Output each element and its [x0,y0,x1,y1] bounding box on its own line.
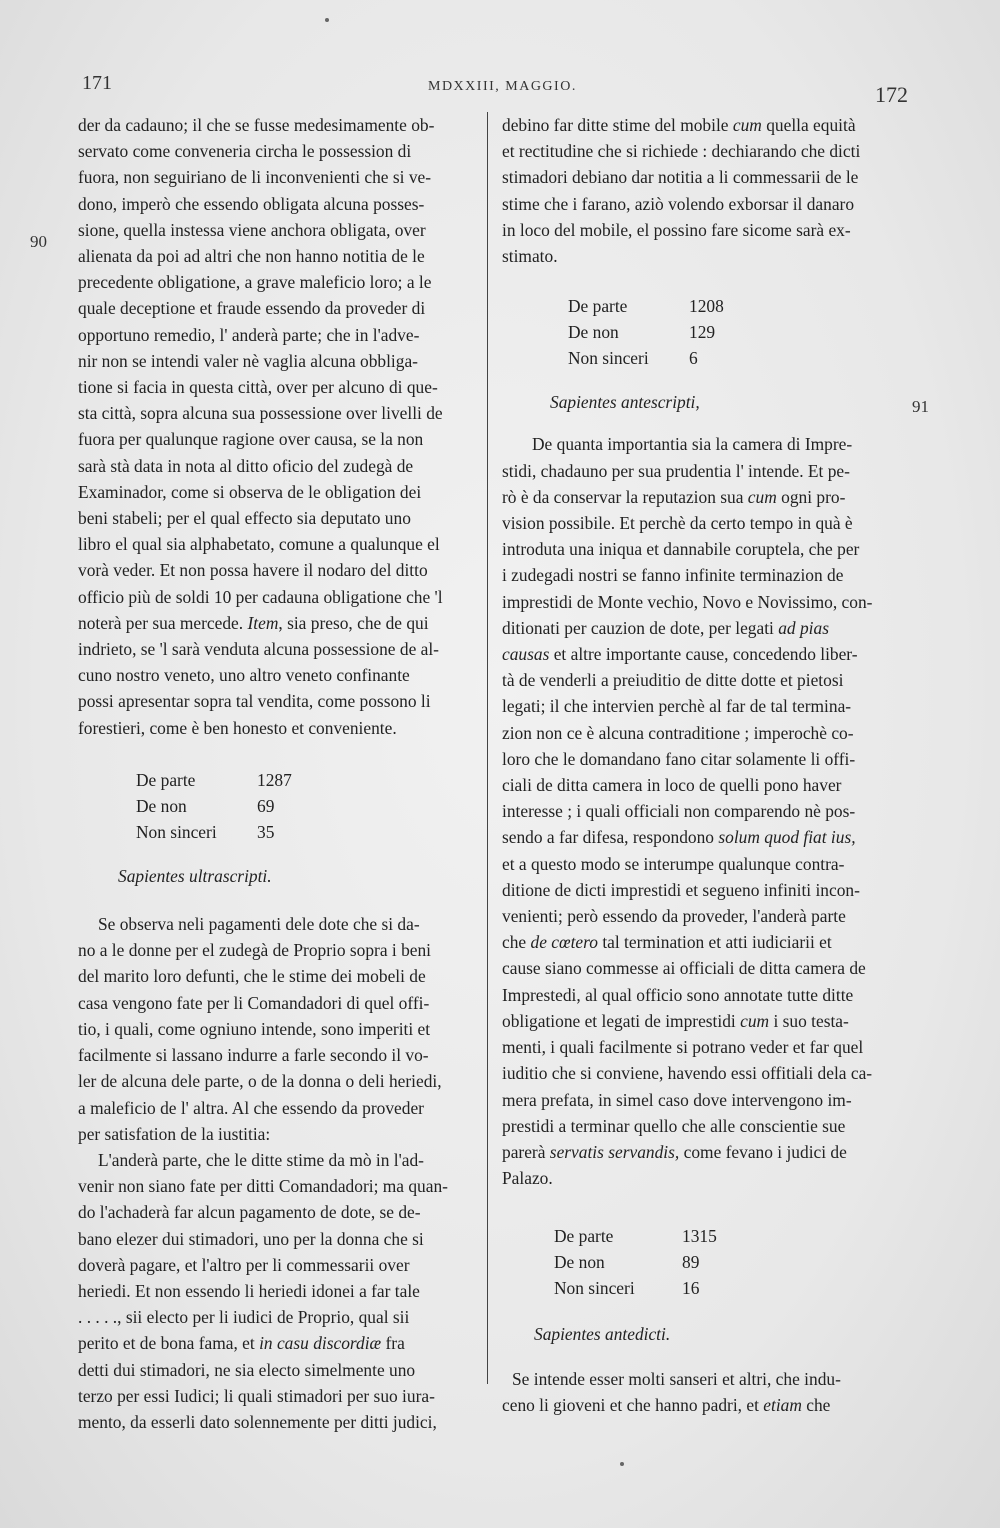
text-line: 35 [257,821,275,842]
text-line: alienata da poi ad altri che non hanno notitia de le [78,246,425,267]
text-line: opportuno remedio, l' anderà parte; che in l'adve- [78,324,420,345]
speck-mark [325,18,329,22]
text-line: De parte [554,1226,614,1247]
text-line: solum quod fiat ius, [718,827,856,848]
text-line: 89 [682,1252,700,1273]
text-line: cum [732,115,762,135]
text-line: per satisfation de la iustitia: [78,1123,271,1144]
text-line: cuno nostro veneto, uno altro veneto confinante [78,665,410,686]
vote-tally-right-2 [502,1223,906,1301]
text-line: in loco del mobile, el possino fare sicome sarà ex- [502,219,851,240]
text-line: legati; il che intervien perchè al far de tal termina- [502,696,852,717]
text-line: noterà per sua mercede. [78,612,244,633]
text-line: De non [568,322,619,343]
text-line: tal termination et atti iudiciarii et [602,932,832,953]
text-line: precedente obligatione, a grave maleficio loro; a le [78,272,432,293]
text-line: 1208 [689,296,724,317]
vote-line [554,1223,906,1249]
text-line: Item [247,612,279,633]
text-line: a maleficio de l' altra. Al che essendo da proveder [78,1097,424,1118]
text-line: cause siano commesse ai officiali de ditta camera de [502,958,866,979]
page-number-right: 172 [875,82,908,107]
text-line: facilmente si lassano indurre a farle secondo il vo- [78,1045,429,1066]
text-line: Non sinceri [554,1278,635,1299]
text-line: debino far ditte stime del mobile [502,115,729,135]
text-line: ditionati per cauzion de dote, per legati [502,617,774,638]
text-line: fuora per qualunque ragione over causa, se la non [78,429,424,450]
text-line: sione, quella instessa viene anchora obligata, over [78,219,426,240]
left-para-1 [78,112,475,741]
left-para-2 [78,911,475,1147]
text-line: et a questo modo se interumpe qualunque contra- [502,853,845,874]
text-line: . . . . ., sii electo per li iudici de Proprio, qual sii [78,1307,410,1328]
text-line: indrieto, se 'l sarà venduta alcuna possessione de al- [78,639,439,660]
text-line: casa vengono fate per li Comandadori di quel offi- [78,992,430,1013]
vote-line [136,793,475,819]
text-line: ler de alcuna dele parte, o de la donna o deli heriedi, [78,1071,442,1092]
text-line: L'anderà parte, che le ditte stime da mò in l'ad- [98,1149,424,1170]
text-line: quella equità [766,115,856,135]
text-line: 1287 [257,769,292,790]
text-line: no a le donne per el zudegà de Proprio sopra i beni [78,940,432,961]
running-head: MDXXIII, MAGGIO. [428,79,577,94]
text-line: nir non se intendi valer nè vaglia alcuna obbliga- [78,350,418,371]
text-line: in casu discordiæ [259,1333,382,1354]
text-line: der da cadauno; il che se fusse medesimamente ob- [78,115,435,135]
text-line: del marito loro defunti, che le stime dei mobeli de [78,966,426,987]
vote-tally-right-1 [502,293,906,371]
speck-mark [620,1462,624,1466]
text-line: fra [385,1333,405,1354]
text-line: et rectitudine che si richiede : dechiarando che dicti [502,141,861,162]
text-line: mera prefata, in simel caso dove intervengono im- [502,1089,852,1110]
right-para-1 [502,112,906,269]
right-column [502,112,906,1418]
text-line: venir non siano fate per ditti Comandadori; ma quan- [78,1176,448,1197]
text-line: Examinador, come si observa de le obligation dei [78,481,422,502]
right-para-3 [502,1366,906,1418]
text-line: obligatione et legati de imprestidi [502,1010,736,1031]
text-line: i suo testa- [773,1010,849,1031]
vote-line [136,767,475,793]
text-line: cum [747,486,777,507]
text-line: venienti; però essendo da proveder, l'anderà parte [502,906,846,927]
text-line: quale deceptione et fraude essendo da proveder di [78,298,426,319]
text-line: bano elezer dui stimadori, uno per la donna che si [78,1228,424,1249]
text-line: et altre importante cause, concedendo liber- [553,644,858,665]
text-line: fuora, non seguiriano de li inconvenienti che si ve- [78,167,432,188]
text-line: ciali de ditta camera in loco de quelli pono haver [502,775,842,796]
text-line: officio più de soldi 10 per cadauna obligatione che 'l [78,586,443,607]
text-line: stimato. [502,246,558,267]
text-line: interesse ; i quali officiali non comparendo nè pos- [502,801,856,822]
text-line: heriedi. Et non essendo li heriedi idonei a far tale [78,1280,420,1301]
margin-number-right: 91 [912,397,929,416]
text-line: servato come conveneria circha le possession di [78,141,412,162]
text-line: 16 [682,1278,700,1299]
text-line: cum [740,1010,770,1031]
vote-line [568,319,906,345]
vote-line [136,819,475,845]
page-number-left: 171 [82,72,112,94]
sapientes-heading: Sapientes antescripti, [550,392,700,413]
text-line: Non sinceri [568,348,649,369]
text-line: tio, i quali, come ogniuno intende, sono imperiti et [78,1018,431,1039]
right-para-2 [502,431,906,1191]
text-line: possi apresentar sopra tal vendita, come possono li [78,691,431,712]
text-line: perito et de bona fama, et [78,1333,255,1354]
text-line: che [806,1394,831,1415]
text-line: De non [136,795,187,816]
text-line: 129 [689,322,716,343]
text-line: terzo per essi Iudici; li quali stimadori per suo iura- [78,1385,435,1406]
text-line: detti dui stimadori, ne sia electo simelmente uno [78,1359,416,1380]
text-line: , sia preso, che de qui [278,612,429,633]
vote-line [554,1249,906,1275]
text-line: sta città, sopra alcuna sua possessione over livelli de [78,403,443,424]
vote-line [554,1275,906,1301]
text-line: de cœtero [530,932,598,953]
text-line: forestieri, come è ben honesto et conveniente. [78,717,397,738]
text-line: 6 [689,348,698,369]
text-line: tione si facia in questa città, over per alcuno di que- [78,377,438,398]
text-line: etiam [763,1394,802,1415]
text-line: De parte [136,769,196,790]
text-line: dono, imperò che essendo obligata alcuna posses- [78,193,425,214]
text-line: Palazo. [502,1168,553,1189]
column-divider [487,112,488,1384]
text-line: mento, da esserli dato solennemente per ditti judici, [78,1411,437,1432]
text-line: servatis servandis, [549,1141,680,1162]
text-line: tà de venderli a preiuditio de ditte dotte et pietosi [502,670,844,691]
text-line: De quanta importantia sia la camera di Impre- [532,434,853,455]
text-line: doverà pagare, et l'altro per li commessarii over [78,1254,410,1275]
text-line: zion non ce è alcuna contraditione ; imperochè co- [502,722,854,743]
text-line: parerà [502,1141,546,1162]
text-line: Imprestedi, al qual officio sono annotate tutte ditte [502,984,854,1005]
vote-line [568,345,906,371]
text-line: ceno li gioveni et che hanno padri, et [502,1394,759,1415]
text-line: ogni pro- [781,486,846,507]
text-line: menti, i quali facilmente si potrano veder et far quel [502,1037,864,1058]
text-line: causas [502,644,550,665]
text-line: libro el qual sia alphabetato, comune a qualunque el [78,534,440,555]
text-line: 1315 [682,1226,717,1247]
text-line: ditione de dicti imprestidi et segueno infiniti incon- [502,879,860,900]
text-line: i zudegadi nostri se fanno infinite terminazion de [502,565,844,586]
text-line: sendo a far difesa, respondono [502,827,714,848]
left-column [78,112,475,1435]
vote-tally-left [78,767,475,845]
text-line: De non [554,1252,605,1273]
text-line: ad pias [778,617,829,638]
text-line: che [502,932,527,953]
text-line: stimadori debiano dar notitia a li commessarii de le [502,167,859,188]
vote-line [568,293,906,319]
text-line: do l'achaderà far alcun pagamento de dote, se de- [78,1202,421,1223]
text-line: vision possibile. Et perchè da certo tempo in quà è [502,513,853,534]
text-line: loro che le domandano fano citar solamente li offi- [502,748,856,769]
text-line: sarà stà data in nota al ditto oficio del zudegà de [78,455,414,476]
text-line: introduta una iniqua et dannabile coruptela, che per [502,539,860,560]
sapientes-heading: Sapientes antedicti. [534,1324,671,1345]
text-line: Se intende esser molti sanseri et altri, che indu- [512,1368,841,1389]
text-line: imprestidi de Monte vechio, Novo e Novissimo, con- [502,591,873,612]
text-line: prestidi a terminar quello che alle conscientie sue [502,1115,846,1136]
text-line: Se observa neli pagamenti dele dote che si da- [98,914,420,935]
text-line: vorà veder. Et non possa havere il nodaro del ditto [78,560,428,581]
text-line: Non sinceri [136,821,217,842]
text-line: beni stabeli; per el qual effecto sia deputato uno [78,508,411,529]
text-line: stime che i farano, aziò volendo exborsar il danaro [502,193,855,214]
text-line: 69 [257,795,275,816]
text-line: stidi, chadauno per sua prudentia l' intende. Et pe- [502,460,850,481]
left-para-3 [78,1147,475,1435]
sapientes-heading: Sapientes ultrascripti. [118,865,272,886]
text-line: iuditio che si conviene, havendo essi offitiali dela ca- [502,1063,873,1084]
margin-number-left: 90 [30,232,47,251]
text-line: come fevano i judici de [683,1141,847,1162]
text-line: rò è da conservar la reputazion sua [502,486,744,507]
text-line: De parte [568,296,628,317]
